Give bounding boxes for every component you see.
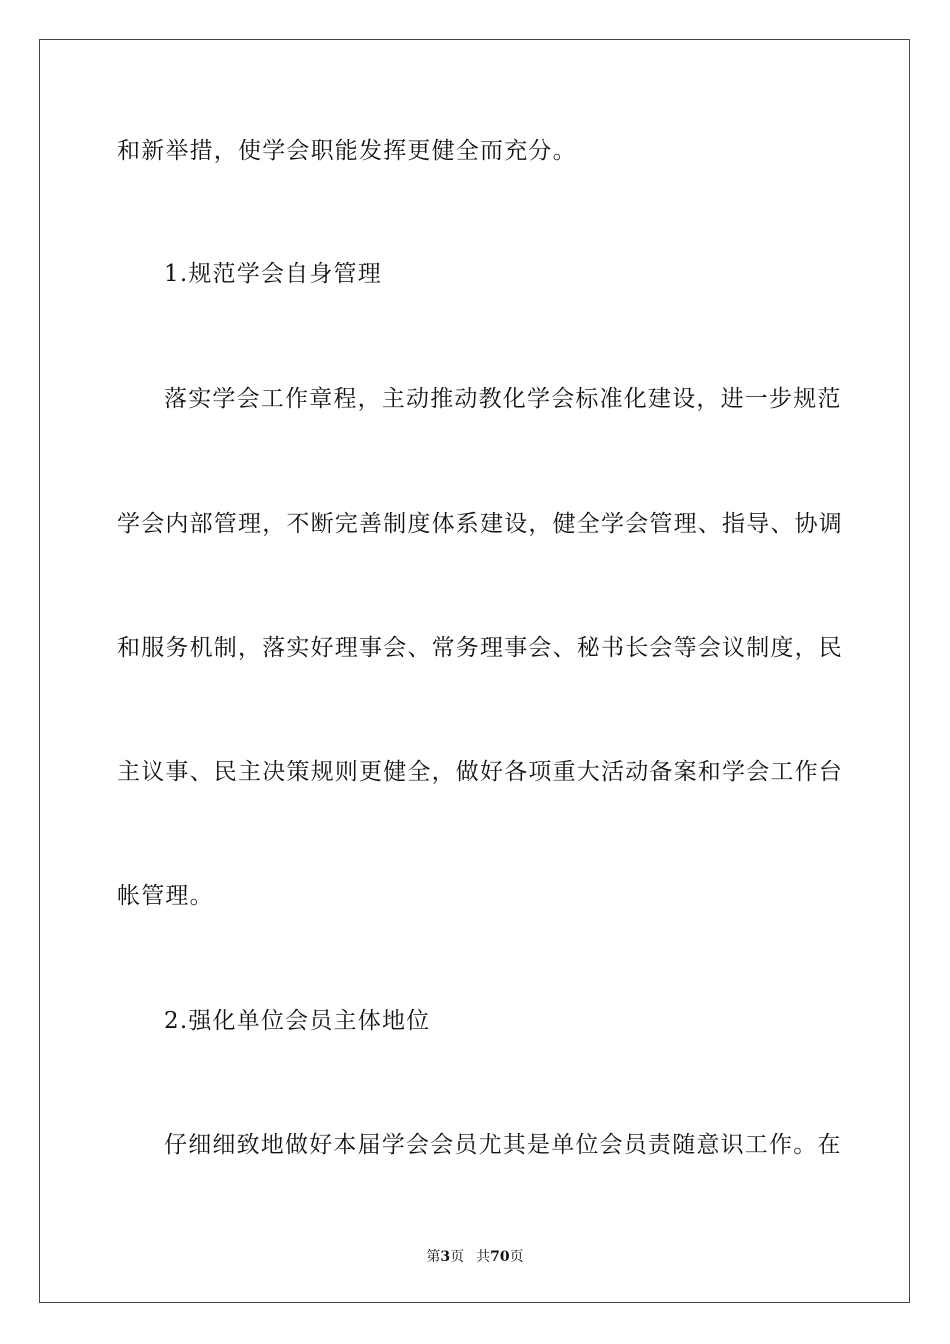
- text-line-1: 和新举措，使学会职能发挥更健全而充分。: [117, 138, 577, 164]
- page-footer: [0, 1247, 950, 1267]
- section-heading-2: 2.强化单位会员主体地位: [164, 1008, 431, 1034]
- page-suffix: 页: [450, 1249, 465, 1265]
- page-number: 3: [440, 1249, 451, 1265]
- text-line-5: 和服务机制，落实好理事会、常务理事会、秘书长会等会议制度，民: [117, 635, 843, 661]
- page-frame: [39, 39, 910, 1303]
- total-pages: 70: [490, 1249, 510, 1265]
- text-line-9: 仔细细致地做好本届学会会员尤其是单位会员责随意识工作。在: [164, 1132, 842, 1158]
- text-line-3: 落实学会工作章程，主动推动教化学会标准化建设，进一步规范: [164, 386, 842, 412]
- text-line-7: 帐管理。: [117, 883, 214, 909]
- text-line-4: 学会内部管理，不断完善制度体系建设，健全学会管理、指导、协调: [117, 511, 843, 537]
- total-prefix: 共: [476, 1249, 491, 1265]
- section-heading-1: 1.规范学会自身管理: [164, 261, 382, 287]
- page-prefix: 第: [426, 1249, 441, 1265]
- text-line-6: 主议事、民主决策规则更健全，做好各项重大活动备案和学会工作台: [117, 759, 843, 785]
- total-suffix: 页: [509, 1249, 524, 1265]
